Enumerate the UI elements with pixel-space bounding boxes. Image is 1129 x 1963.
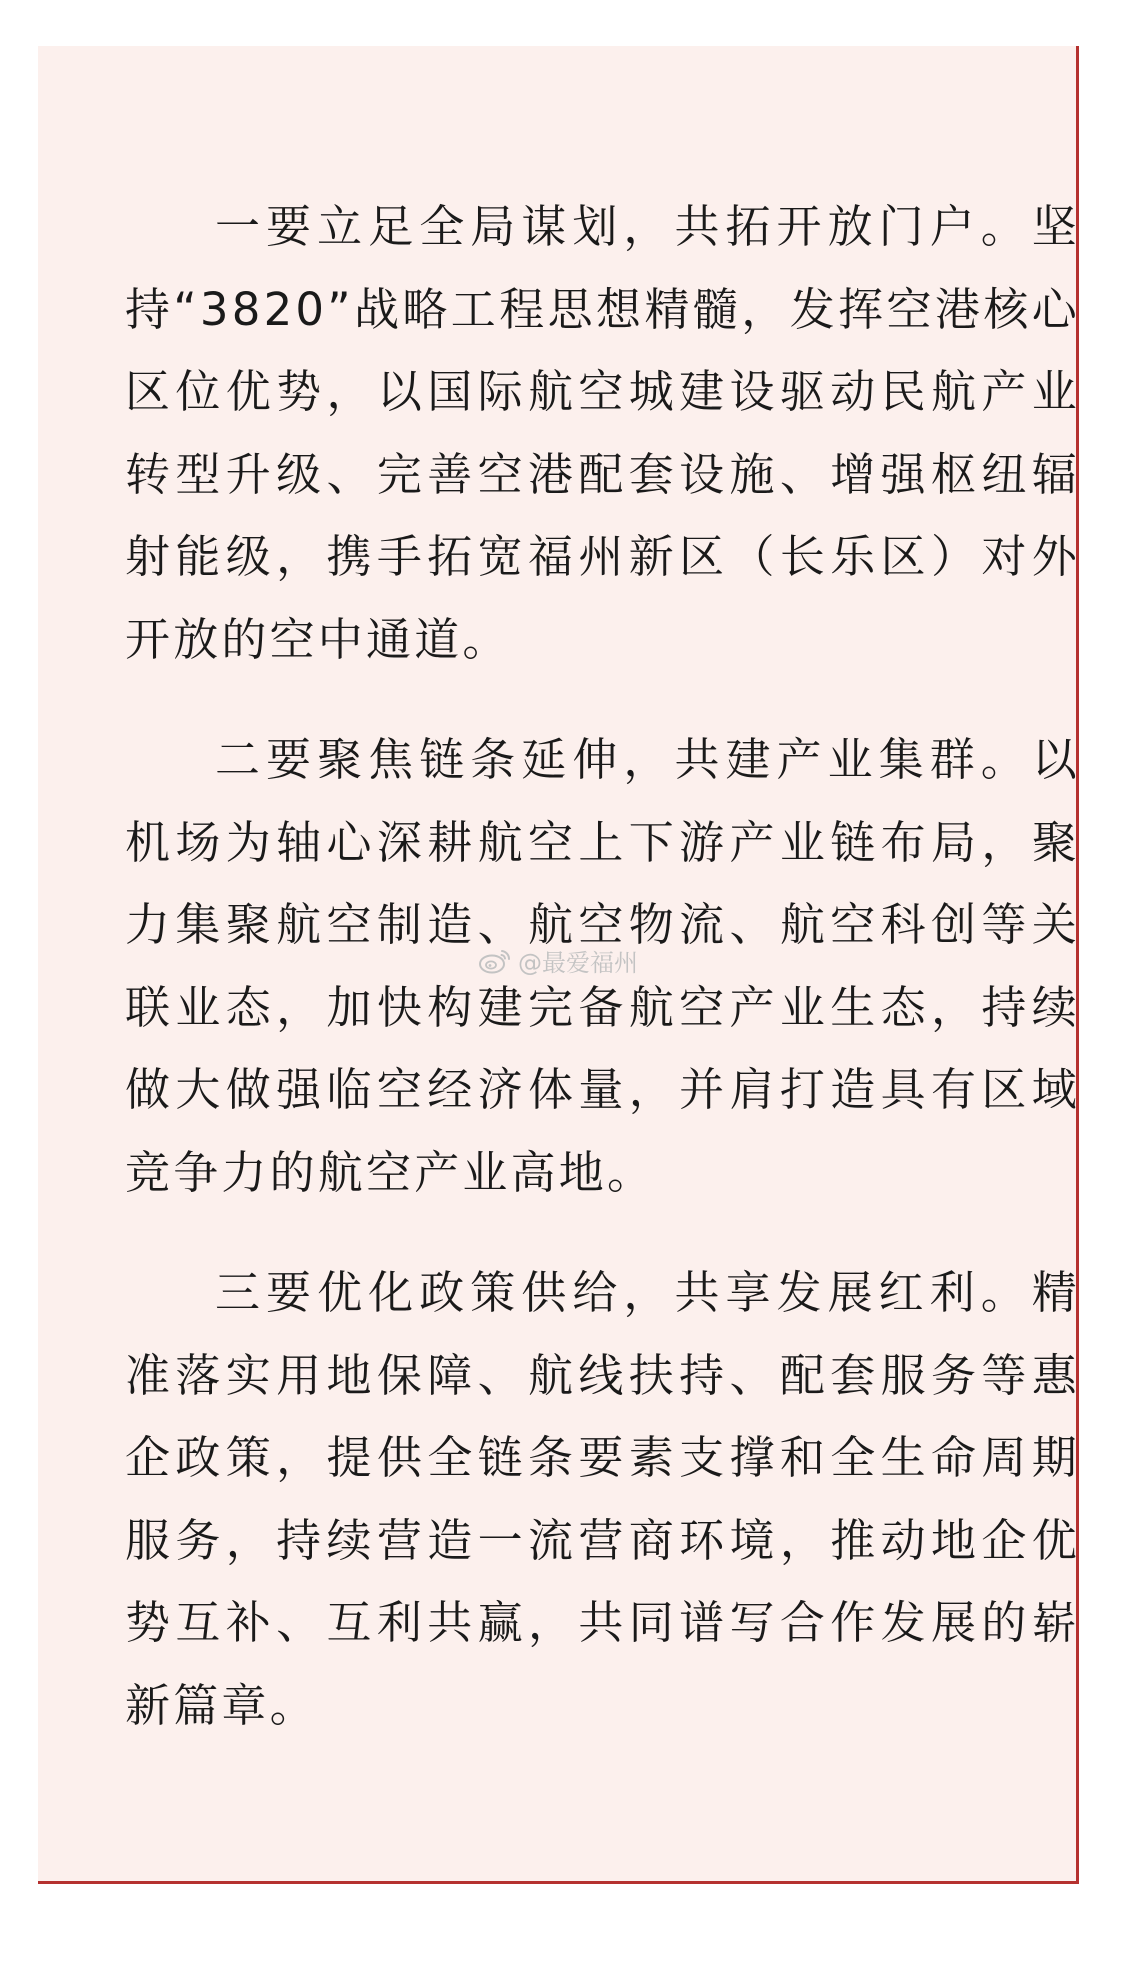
article-body [125,186,1080,1785]
paragraph-1: 一要立足全局谋划，共拓开放门户。坚持“3820”战略工程思想精髓，发挥空港核心区位优势，以国际航空城建设驱动民航产业转型升级、完善空港配套设施、增强枢纽辐射能级，携手拓宽福州新区（长乐区）对外开放的空中通道。 [125,200,1080,666]
watermark-text: @最爱福州 [518,949,638,977]
weibo-icon [478,947,512,975]
weibo-watermark [478,943,638,978]
paragraph-3: 三要优化政策供给，共享发展红利。精准落实用地保障、航线扶持、配套服务等惠企政策，提供全链条要素支撑和全生命周期服务，持续营造一流营商环境，推动地企优势互补、互利共赢，共同谱写合作发展的崭新篇章。 [125,1266,1080,1732]
paragraph-2: 二要聚焦链条延伸，共建产业集群。以机场为轴心深耕航空上下游产业链布局，聚力集聚航空制造、航空物流、航空科创等关联业态，加快构建完备航空产业生态，持续做大做强临空经济体量，并肩打造具有区域竞争力的航空产业高地。 [125,733,1080,1199]
